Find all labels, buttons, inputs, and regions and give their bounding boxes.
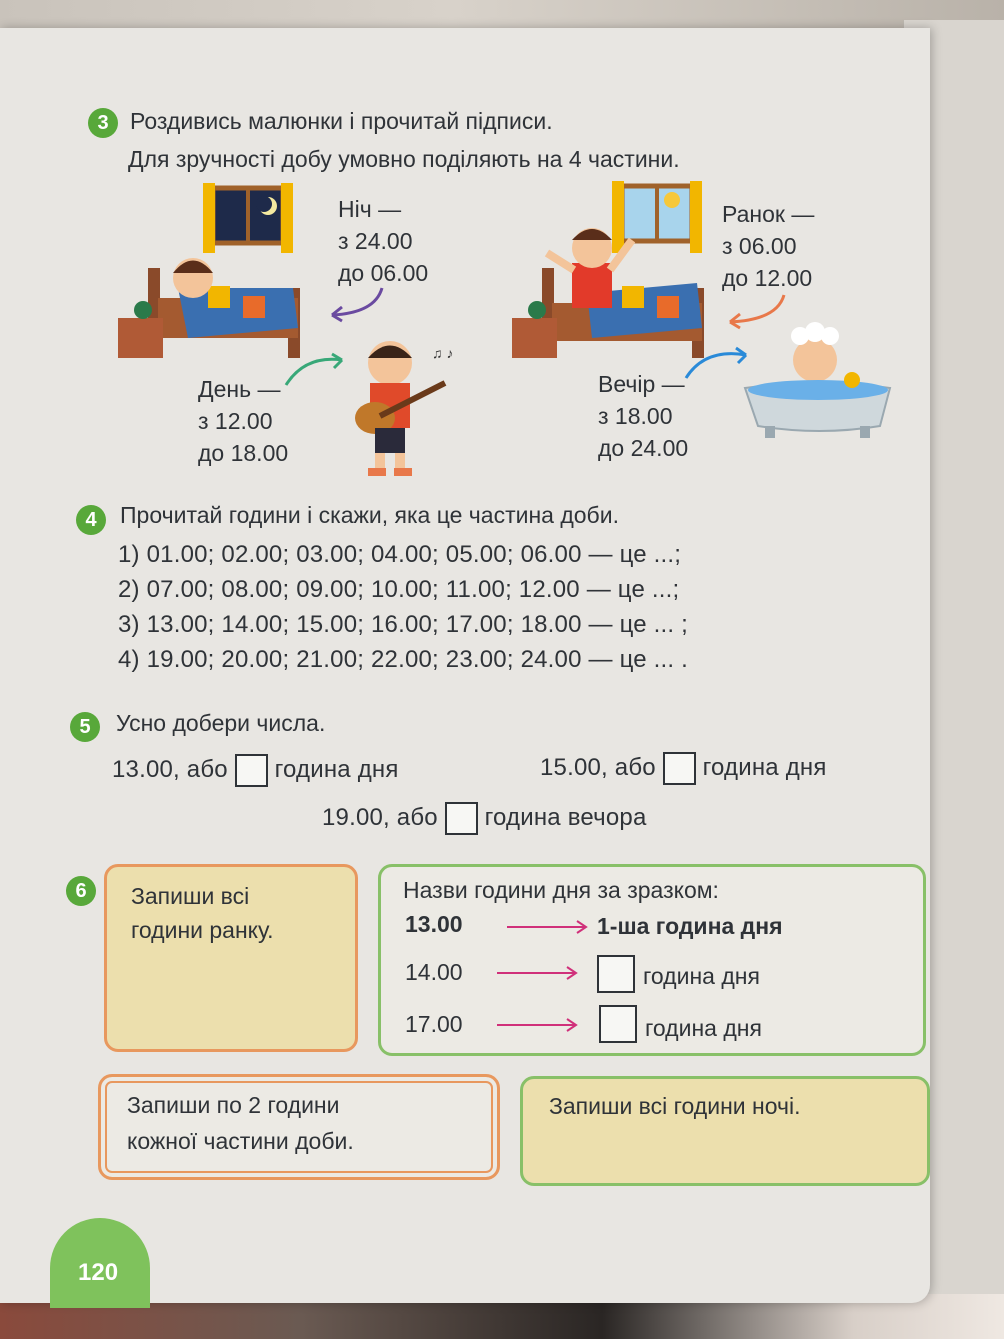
evening-label (598, 368, 688, 464)
item-1-prefix: 13.00, або (112, 755, 228, 783)
task-box-night-hours[interactable] (520, 1076, 930, 1186)
row-2-arrow (495, 1017, 579, 1033)
exercise-3-subtitle: Для зручності добу умовно поділяють на 4 частини. (128, 146, 680, 172)
exercise-6-badge: 6 (66, 876, 96, 906)
day-label-line3: до 18.00 (198, 440, 289, 466)
exercise-5-title: Усно добери числа. (116, 710, 326, 736)
night-sleeping-boy-illustration (118, 178, 328, 368)
sample-time: 13.00 (405, 911, 463, 937)
page-number: 120 (78, 1259, 119, 1286)
day-label (198, 373, 288, 469)
task-box-two-hours[interactable] (98, 1074, 500, 1180)
hours-row-2: 2) 07.00; 08.00; 09.00; 10.00; 11.00; 12.00 — це ...; (118, 576, 680, 603)
evening-label-line3: до 24.00 (598, 435, 689, 461)
task-morning-line2: години ранку. (131, 917, 274, 943)
task-day-title: Назви години дня за зразком: (403, 877, 719, 903)
exercise-5-item-3 (322, 802, 647, 835)
exercise-3-title: Роздивись малюнки і прочитай підписи. (130, 108, 553, 134)
morning-label (722, 198, 814, 294)
task-morning-line1: Запиши всі (131, 883, 250, 909)
answer-box-2[interactable] (663, 752, 696, 785)
task-box-morning-hours[interactable] (104, 864, 358, 1052)
row-2-time: 17.00 (405, 1011, 463, 1037)
night-label-line2: з 24.00 (338, 228, 413, 254)
item-3-prefix: 19.00, або (322, 803, 438, 831)
sample-answer: 1-ша година дня (597, 913, 783, 939)
evening-label-line1: Вечір — (598, 371, 685, 397)
exercise-3-badge: 3 (88, 108, 118, 138)
row-1-arrow (495, 965, 579, 981)
night-label (338, 193, 428, 289)
task-two-hours-line2: кожної частини доби. (127, 1128, 354, 1154)
item-3-suffix: година вечора (484, 803, 647, 831)
exercise-5-item-1 (112, 754, 399, 787)
item-1-suffix: година дня (274, 755, 399, 783)
evening-label-line2: з 18.00 (598, 403, 673, 429)
row-1-suffix: година дня (643, 963, 760, 989)
morning-label-line3: до 12.00 (722, 265, 813, 291)
day-guitar-boy-illustration (340, 328, 460, 478)
task-box-day-hours (378, 864, 926, 1056)
hours-row-3: 3) 13.00; 14.00; 15.00; 16.00; 17.00; 18.00 — це ... ; (118, 611, 689, 638)
textbook-page (0, 28, 930, 1303)
day-label-line1: День — (198, 376, 281, 402)
evening-bath-boy-illustration (740, 308, 900, 448)
sample-arrow (505, 919, 589, 935)
morning-label-line2: з 06.00 (722, 233, 797, 259)
answer-box-1[interactable] (235, 754, 268, 787)
exercise-5-badge: 5 (70, 712, 100, 742)
row-1-answer-box[interactable] (597, 955, 635, 993)
hours-row-4: 4) 19.00; 20.00; 21.00; 22.00; 23.00; 24.00 — це ... . (118, 646, 689, 673)
morning-waking-boy-illustration (512, 178, 722, 368)
task-two-hours-line1: Запиши по 2 години (127, 1092, 340, 1118)
task-box-morning-text (131, 879, 274, 947)
hours-row-1: 1) 01.00; 02.00; 03.00; 04.00; 05.00; 06.00 — це ...; (118, 541, 682, 568)
svg-text:♫ ♪: ♫ ♪ (432, 345, 454, 361)
night-label-line1: Ніч — (338, 196, 402, 222)
morning-label-line1: Ранок — (722, 201, 815, 227)
exercise-5-item-2 (540, 752, 827, 785)
exercise-4-title: Прочитай години і скажи, яка це частина доби. (120, 502, 619, 528)
task-night-text: Запиши всі години ночі. (549, 1093, 801, 1119)
answer-box-3[interactable] (445, 802, 478, 835)
night-arrow (320, 283, 390, 323)
row-2-suffix: година дня (645, 1015, 762, 1041)
row-1-time: 14.00 (405, 959, 463, 985)
night-label-line3: до 06.00 (338, 260, 429, 286)
row-2-answer-box[interactable] (599, 1005, 637, 1043)
item-2-suffix: година дня (702, 753, 827, 781)
day-label-line2: з 12.00 (198, 408, 273, 434)
task-two-hours-text (127, 1087, 354, 1159)
exercise-4-badge: 4 (76, 505, 106, 535)
item-2-prefix: 15.00, або (540, 753, 656, 781)
